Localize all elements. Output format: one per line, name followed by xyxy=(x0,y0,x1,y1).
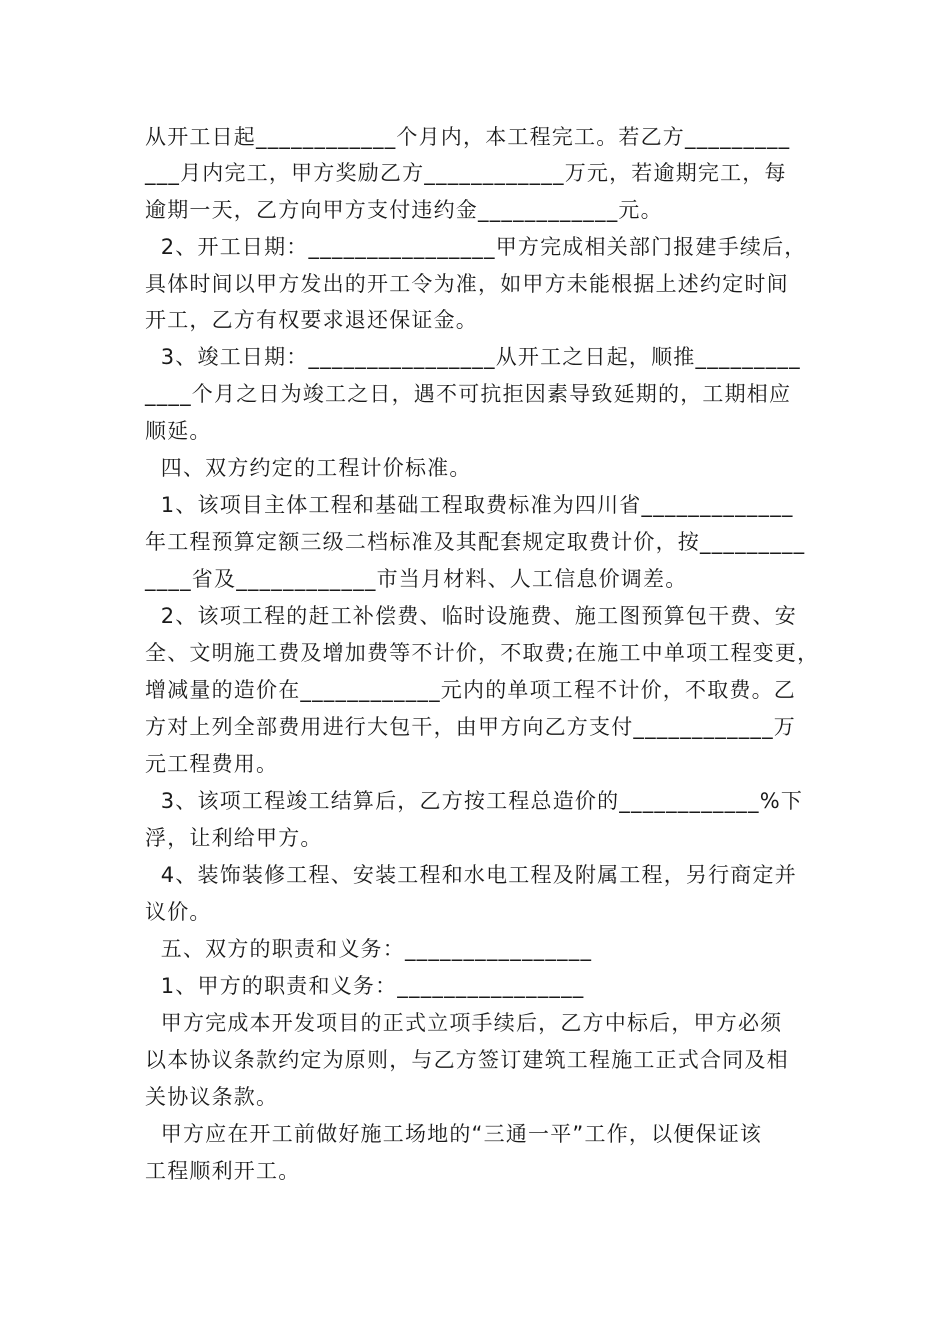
paragraph-line: 工程顺利开工。 xyxy=(145,1159,301,1183)
paragraph-line: 4、装饰装修工程、安装工程和水电工程及附属工程，另行商定并 xyxy=(145,863,797,887)
paragraph-line: 开工，乙方有权要求退还保证金。 xyxy=(145,308,478,332)
paragraph-line: ____省及____________市当月材料、人工信息价调差。 xyxy=(145,567,688,591)
paragraph-line: 年工程预算定额三级二档标准及其配套规定取费计价，按_________ xyxy=(145,530,806,554)
paragraph-line: 顺延。 xyxy=(145,419,212,443)
paragraph-line: ___月内完工，甲方奖励乙方____________万元，若逾期完工，每 xyxy=(145,161,787,185)
paragraph-line: 具体时间以甲方发出的开工令为准，如甲方未能根据上述约定时间 xyxy=(145,272,789,296)
paragraph-line: 3、竣工日期：________________从开工之日起，顺推_________ xyxy=(145,345,801,369)
paragraph-line: 2、该项工程的赶工补偿费、临时设施费、施工图预算包干费、安 xyxy=(145,604,797,628)
paragraph-line: 浮，让利给甲方。 xyxy=(145,826,323,850)
paragraph-line: 元工程费用。 xyxy=(145,752,279,776)
paragraph-line: ____个月之日为竣工之日，遇不可抗拒因素导致延期的，工期相应 xyxy=(145,382,792,406)
section-heading: 五、双方的职责和义务：________________ xyxy=(145,937,593,961)
paragraph-line: 全、文明施工费及增加费等不计价，不取费;在施工中单项工程变更， xyxy=(145,641,820,665)
paragraph-line: 议价。 xyxy=(145,900,212,924)
paragraph-line: 关协议条款。 xyxy=(145,1085,279,1109)
paragraph-line: 增减量的造价在____________元内的单项工程不计价，不取费。乙 xyxy=(145,678,796,702)
paragraph-line: 2、开工日期：________________甲方完成相关部门报建手续后， xyxy=(145,235,807,259)
paragraph-line: 甲方完成本开发项目的正式立项手续后，乙方中标后，甲方必须 xyxy=(145,1011,783,1035)
paragraph-line: 方对上列全部费用进行大包干，由甲方向乙方支付____________万 xyxy=(145,715,796,739)
paragraph-line: 逾期一天，乙方向甲方支付违约金____________元。 xyxy=(145,198,663,222)
paragraph-line: 甲方应在开工前做好施工场地的“三通一平”工作，以便保证该 xyxy=(145,1122,763,1146)
section-heading: 四、双方约定的工程计价标准。 xyxy=(145,456,472,480)
paragraph-line: 从开工日起____________个月内，本工程完工。若乙方_________ xyxy=(145,125,791,149)
paragraph-line: 1、该项目主体工程和基础工程取费标准为四川省_____________ xyxy=(145,493,794,517)
paragraph-line: 以本协议条款约定为原则，与乙方签订建筑工程施工正式合同及相 xyxy=(145,1048,789,1072)
paragraph-line: 3、该项工程竣工结算后，乙方按工程总造价的____________%下 xyxy=(145,789,804,813)
paragraph-line: 1、甲方的职责和义务：________________ xyxy=(145,974,585,998)
